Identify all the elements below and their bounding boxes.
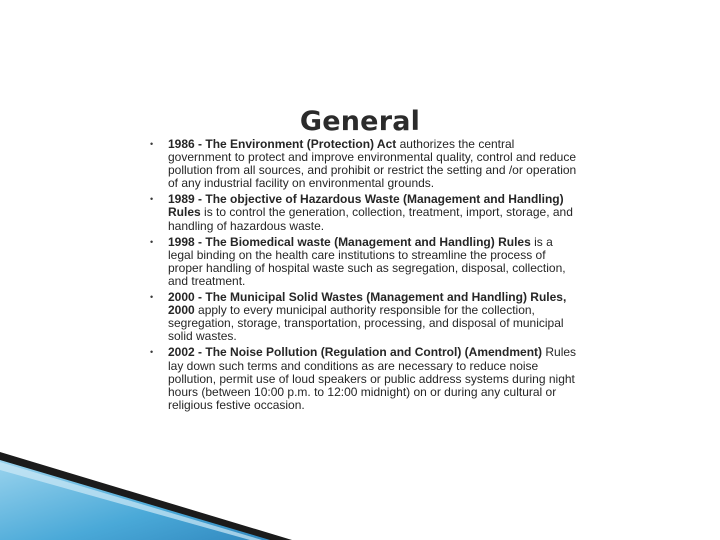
bullet-lead: 2000 - The Municipal Solid Wastes (Management and Handling) Rules, 2000 — [168, 290, 567, 318]
bullet-lead: 2002 - The Noise Pollution (Regulation and Control) (Amendment) — [168, 345, 543, 360]
bullet-text: Rules lay down such terms and conditions as are necessary to reduce noise pollution, permit use of loud speakers or public address systems during night hours (between 10:00 p.m. to 12:00 midnight) on or during any cultural or religious festive occasion. — [168, 345, 577, 412]
bullet-text: apply to every municipal authority responsible for the collection, segregation, storage, transportation, processing, and disposal of municipal solid wastes. — [168, 303, 564, 344]
bullet-icon: • — [150, 292, 154, 303]
bullet-icon: • — [150, 236, 154, 247]
bullet-lead: 1986 - The Environment (Protection) Act — [168, 137, 397, 151]
bullet-text: is to control the generation, collection, treatment, import, storage, and handling of hazardous waste. — [168, 205, 573, 233]
bullet-list — [150, 138, 580, 415]
bullet-text: authorizes the central government to protect and improve environmental quality, control and reduce pollution from all sources, and prohibit or restrict the setting and /or operation of any industrial facility on environmental grounds. — [168, 137, 577, 191]
bullet-item — [150, 236, 580, 288]
bullet-item — [150, 291, 580, 343]
bullet-icon: • — [150, 194, 154, 205]
bullet-item — [150, 138, 580, 190]
bullet-icon: • — [150, 139, 154, 149]
bullet-icon: • — [150, 347, 154, 358]
bullet-lead: 1989 - The objective of Hazardous Waste (Management and Handling) Rules — [168, 192, 564, 220]
corner-decoration — [0, 440, 720, 540]
bullet-lead: 1998 - The Biomedical waste (Management and Handling) Rules — [168, 234, 531, 249]
bullet-text: is a legal binding on the health care institutions to streamline the process of proper handling of hospital waste such as segregation, disposal, collection, and treatment. — [168, 234, 566, 288]
bullet-item — [150, 346, 580, 411]
bullet-item — [150, 193, 580, 232]
slide-title: General — [299, 106, 421, 137]
